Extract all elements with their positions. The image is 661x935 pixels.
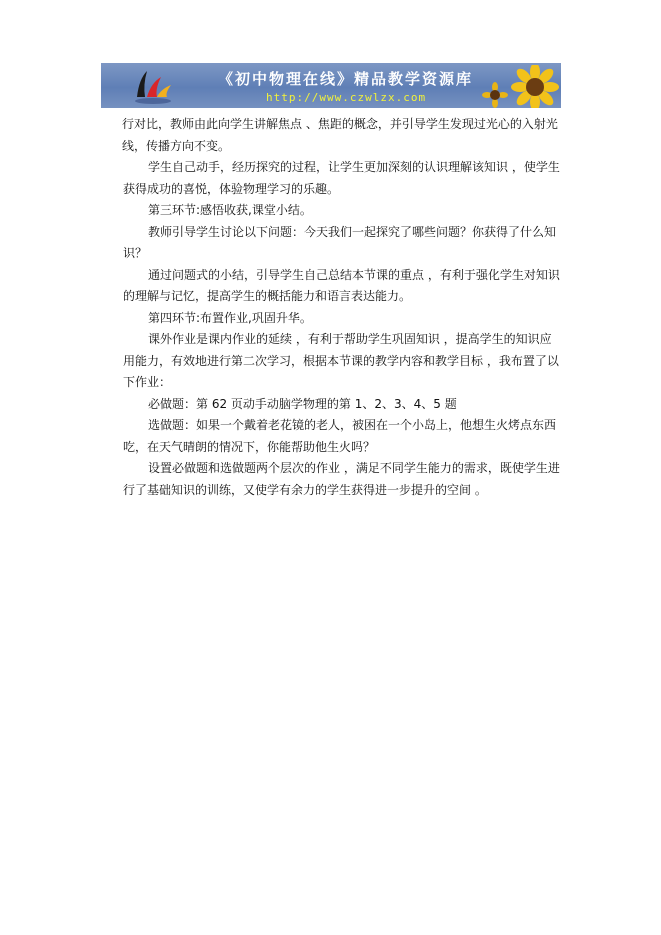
paragraph: 课外作业是课内作业的延续 ，有利于帮助学生巩固知识 ，提高学生的知识应用能力，有效地进行第二次学习，根据本节课的教学内容和教学目标 ，我布置了以下作业：	[123, 332, 559, 389]
paragraph: 通过问题式的小结，引导学生自己总结本节课的重点 ，有利于强化学生对知识的理解与记忆，提高学生的概括能力和语言表达能力。	[123, 267, 560, 303]
paragraph: 行对比，教师由此向学生讲解焦点 、焦距的概念，并引导学生发现过光心的入射光线，传播方向不变。	[122, 117, 558, 153]
sunflower-icon	[479, 65, 559, 108]
section-heading: 第四环节:布置作业,巩固升华。	[148, 310, 312, 325]
banner-title: 《初中物理在线》精品教学资源库	[218, 70, 474, 88]
header-banner	[101, 63, 561, 108]
paragraph: 设置必做题和选做题两个层次的作业 ，满足不同学生能力的需求，既使学生进行了基础知识的训练，又使学有余力的学生获得进一步提升的空间 。	[123, 461, 560, 497]
paragraph: 教师引导学生讨论以下问题：今天我们一起探究了哪些问题？你获得了什么知识？	[123, 224, 557, 260]
document-body	[123, 114, 563, 501]
banner-url: http://www.czwlzx.com	[266, 91, 427, 104]
logo-icon	[131, 67, 175, 105]
homework-required: 必做题：第 62 页动手动脑学物理的第 1、2、3、4、5 题	[148, 396, 457, 411]
paragraph: 学生自己动手，经历探究的过程，让学生更加深刻的认识理解该知识 ，使学生获得成功的喜悦，体验物理学习的乐趣。	[123, 160, 560, 196]
section-heading: 第三环节:感悟收获,课堂小结。	[148, 203, 312, 217]
homework-optional: 选做题：如果一个戴着老花镜的老人，被困在一个小岛上，他想生火烤点东西吃，在天气晴朗的情况下，你能帮助他生火吗？	[123, 418, 557, 454]
